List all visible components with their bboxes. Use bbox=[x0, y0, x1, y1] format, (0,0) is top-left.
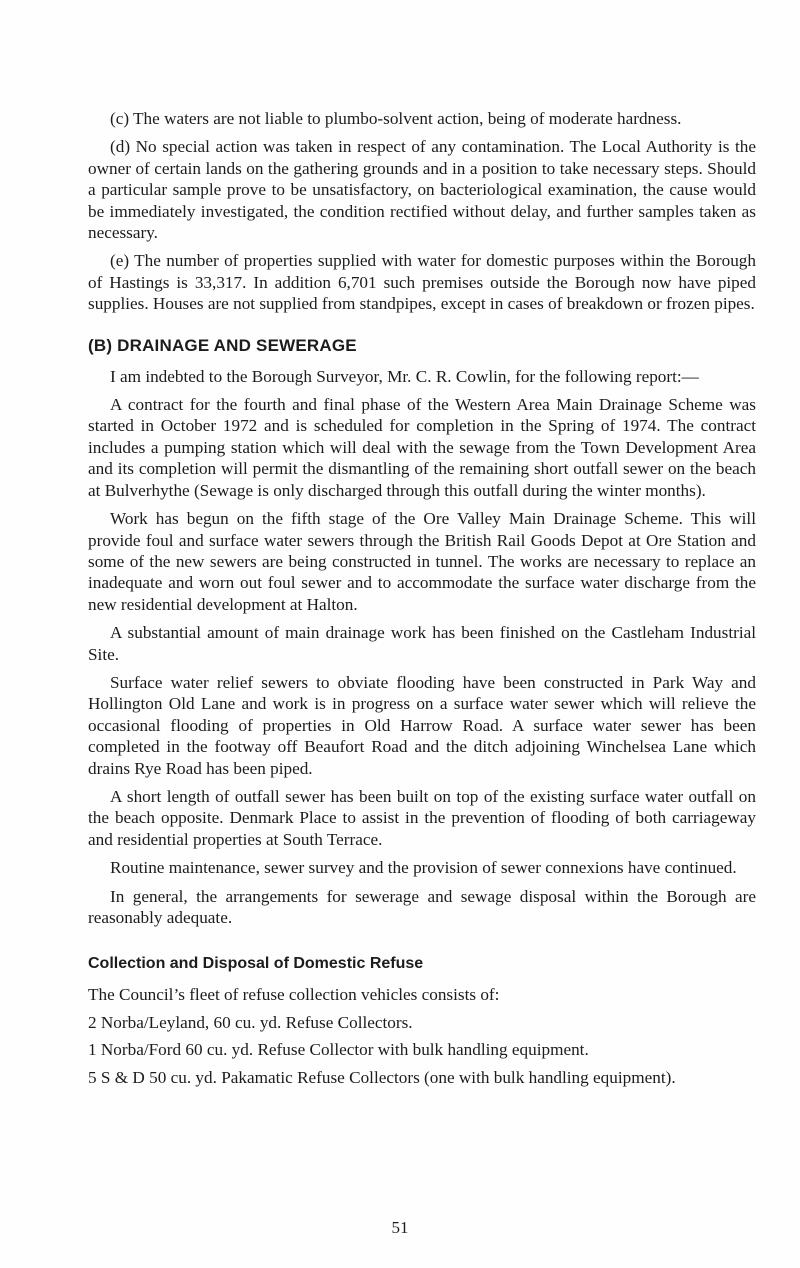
page-number: 51 bbox=[391, 1218, 409, 1237]
section-b-paragraph: Surface water relief sewers to obviate flooding have been constructed in Park Way and Hollington Old Lane and work is in progress on a surface water sewer which will relieve the occasional flooding of properties in Old Harrow Road. A surface water sewer has been completed in the footway off Beaufort Road and the ditch adjoining Winchelsea Lane which drains Rye Road has been piped. bbox=[88, 672, 756, 778]
paragraph-c: (c) The waters are not liable to plumbo-solvent action, being of moderate hardness. bbox=[110, 109, 682, 128]
list-item: 5 S & D 50 cu. yd. Pakamatic Refuse Collectors (one with bulk handling equipment). bbox=[88, 1067, 676, 1087]
section-b-paragraph: A substantial amount of main drainage work has been finished on the Castleham Industrial Site. bbox=[88, 623, 756, 664]
refuse-lead: The Council’s fleet of refuse collection vehicles consists of: bbox=[88, 985, 500, 1005]
section-b-paragraph: In general, the arrangements for sewerage and sewage disposal within the Borough are reasonably adequate. bbox=[88, 886, 756, 927]
paragraph-d: (d) No special action was taken in respect of any contamination. The Local Authority is the owner of certain lands on the gathering grounds and in a position to take necessary steps. Should a particular sample prove to be unsatisfactory, on bacteriological examination, the cause would be immediately investigated, the condition rectified without delay, and further samples taken as necessary. bbox=[88, 137, 756, 243]
section-b-paragraph: Work has begun on the fifth stage of the Ore Valley Main Drainage Scheme. This will provide foul and surface water sewers through the British Rail Goods Depot at Ore Station and some of the new sewers are being constructed in tunnel. The works are necessary to replace an inadequate and worn out foul sewer and to accommodate the surface water discharge from the new residential development at Halton. bbox=[88, 509, 756, 614]
refuse-heading: Collection and Disposal of Domestic Refuse bbox=[88, 955, 424, 973]
section-b-paragraph: Routine maintenance, sewer survey and the provision of sewer connexions have continued. bbox=[110, 858, 737, 878]
section-b-paragraph: A short length of outfall sewer has been built on top of the existing surface water outfall on the beach opposite. Denmark Place to assist in the prevention of flooding of both carriageway and residential properties at South Terrace. bbox=[88, 786, 756, 849]
section-b-heading: (B) DRAINAGE AND SEWERAGE bbox=[88, 335, 357, 355]
list-item: 2 Norba/Leyland, 60 cu. yd. Refuse Collectors. bbox=[88, 1012, 413, 1032]
paragraph-e: (e) The number of properties supplied with water for domestic purposes within the Borough of Hastings is 33,317. In addition 6,701 such premises outside the Borough now have piped supplies. Houses are not supplied from standpipes, except in cases of breakdown or frozen pipes. bbox=[88, 251, 756, 314]
section-b-paragraph: A contract for the fourth and final phase of the Western Area Main Drainage Scheme was started in October 1972 and is scheduled for completion in the Spring of 1974. The contract includes a pumping station which will deal with the sewage from the Town Development Area and its completion will permit the dismantling of the remaining short outfall sewer on the beach at Bulverhythe (Sewage is only discharged through this outfall during the winter months). bbox=[88, 395, 756, 500]
section-b-paragraph: I am indebted to the Borough Surveyor, Mr. C. R. Cowlin, for the following report:— bbox=[110, 366, 699, 386]
refuse-vehicle-list bbox=[88, 984, 756, 1088]
text-column bbox=[88, 108, 756, 1094]
list-item: 1 Norba/Ford 60 cu. yd. Refuse Collector with bulk handling equipment. bbox=[88, 1040, 589, 1060]
